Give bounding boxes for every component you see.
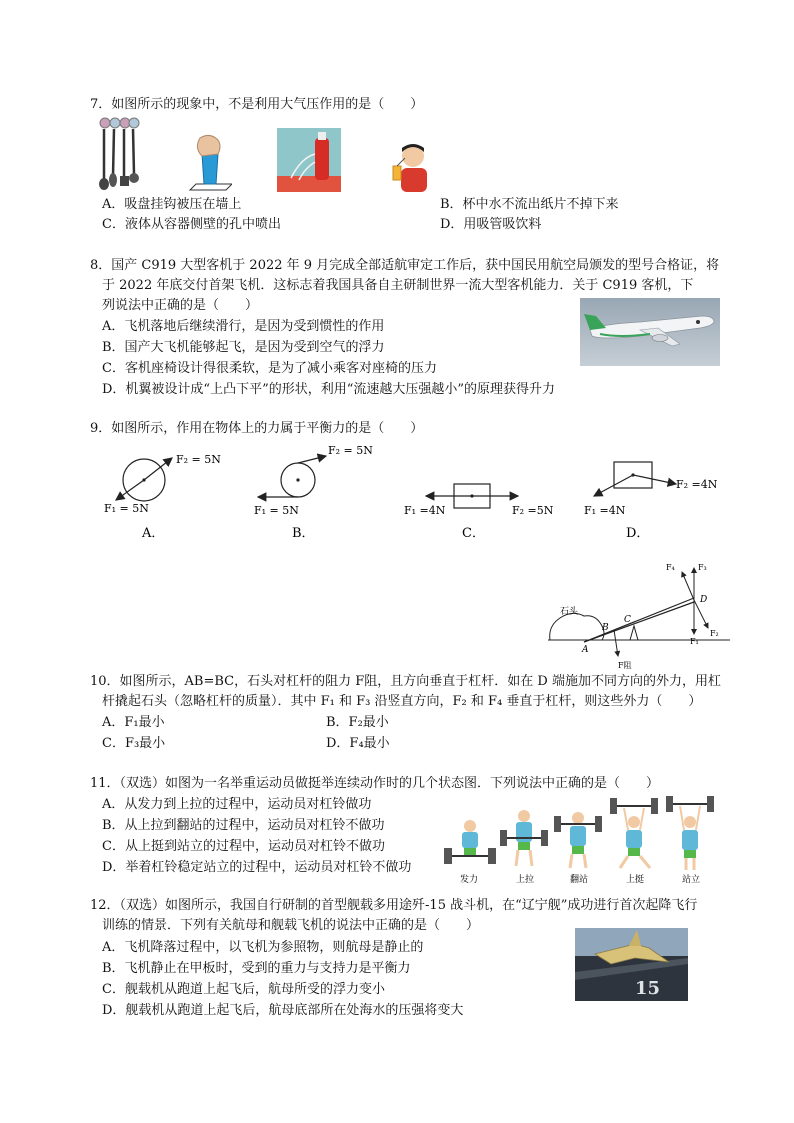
q10-fz-label: F阻: [618, 661, 632, 670]
pose-label-2: 上拉: [516, 875, 535, 885]
q12-option-d[interactable]: D．舰载机从跑道上起飞后，航母底部所在处海水的压强将变大: [102, 1003, 464, 1018]
q8-option-d[interactable]: D．机翼被设计成“上凸下平”的形状，利用“流速越大压强越小”的原理获得升力: [102, 382, 556, 397]
q12-option-a[interactable]: A．飞机降落过程中，以飞机为参照物，则航母是静止的: [102, 940, 424, 955]
q9-figure-c: [404, 484, 554, 541]
q8-stem-line3: 列说法中正确的是（ ）: [102, 298, 259, 313]
q12-stem-line1: 12．（双选）如图所示，我国自行研制的首型舰载多用途歼-15 战斗机，在“辽宁舰”成功进行首次起降飞行: [90, 898, 698, 913]
q10-point-a: A: [582, 645, 589, 655]
q11-option-a[interactable]: A．从发力到上拉的过程中，运动员对杠铃做功: [102, 797, 372, 812]
q11-stem: 11．（双选）如图为一名举重运动员做挺举连续动作时的几个状态图．下列说法中正确的是（ ）: [90, 776, 660, 791]
q10-f4-label: F₄: [666, 563, 675, 572]
q11-option-d[interactable]: D．举着杠铃稳定站立的过程中，运动员对杠铃不做功: [102, 860, 412, 875]
q12-option-c[interactable]: C．舰载机从跑道上起飞后，航母所受的浮力变小: [102, 982, 385, 997]
pose-zhanli: [666, 796, 714, 885]
boy-straw-image: [387, 140, 433, 192]
q10-stone-label: 石头: [560, 607, 579, 617]
q10-point-b: B: [602, 623, 609, 633]
pose-shangla: [500, 810, 548, 885]
suction-hook-image: [96, 116, 142, 192]
q10-option-c[interactable]: C．F₃最小: [102, 736, 166, 751]
q12-option-b[interactable]: B．飞机静止在甲板时，受到的重力与支持力是平衡力: [102, 961, 411, 976]
q9-c-f2-label: F₂ =5N: [512, 504, 554, 517]
bottle-spray-image: [277, 128, 341, 192]
pose-fanzhan: [554, 812, 602, 885]
q8-option-a[interactable]: A．飞机落地后继续滑行，是因为受到惯性的作用: [102, 319, 385, 334]
q10-lever-diagram: [544, 560, 730, 672]
q9-c-option-label[interactable]: C．: [462, 526, 485, 541]
q10-f1-label: F₁: [690, 637, 699, 646]
q10-stem-line2: 杆撬起石头（忽略杠杆的质量）．其中 F₁ 和 F₃ 沿竖直方向，F₂ 和 F₄ 垂直于杠杆，则这些外力（ ）: [102, 694, 702, 709]
q9-a-f1-label: F₁ = 5N: [104, 502, 149, 515]
pose-label-1: 发力: [460, 875, 479, 885]
q9-a-f2-label: F₂ = 5N: [176, 453, 221, 466]
deck-number: 15: [635, 978, 661, 999]
c919-aircraft-image: [580, 298, 720, 366]
q10-option-b[interactable]: B．F₂最小: [326, 715, 389, 730]
carrier-jet-image: [575, 928, 688, 1001]
q9-force-diagrams: [96, 446, 746, 544]
q7-option-a[interactable]: A．吸盘挂钩被压在墙上: [102, 197, 242, 212]
q7-option-d[interactable]: D．用吸管吸饮料: [440, 217, 542, 232]
q10-stem-line1: 10．如图所示，AB=BC，石头对杠杆的阻力 F阻，且方向垂直于杠杆．如在 D 端施加不同方向的外力，用杠: [90, 674, 721, 689]
q9-figure-d: [584, 462, 718, 541]
q9-d-option-label[interactable]: D．: [626, 526, 650, 541]
q7-option-c[interactable]: C．液体从容器侧壁的孔中喷出: [102, 217, 281, 232]
weightlifter-sequence-image: [440, 796, 722, 886]
q10-option-d[interactable]: D．F₄最小: [326, 736, 390, 751]
q9-stem: 9．如图所示，作用在物体上的力属于平衡力的是（ ）: [90, 421, 424, 436]
q8-option-b[interactable]: B．国产大飞机能够起飞，是因为受到空气的浮力: [102, 340, 385, 355]
q10-f3-label: F₃: [698, 563, 707, 572]
q12-stem-line2: 训练的情景．下列有关航母和舰载飞机的说法中正确的是（ ）: [102, 918, 480, 933]
q9-a-option-label[interactable]: A．: [142, 526, 165, 541]
q8-stem-line2: 于 2022 年底交付首架飞机．这标志着我国具备自主研制世界一流大型客机能力．关于 C919 客机，下: [102, 278, 694, 293]
q9-b-option-label[interactable]: B．: [292, 526, 315, 541]
q10-option-a[interactable]: A．F₁最小: [102, 715, 165, 730]
pose-faili: [444, 820, 496, 885]
q9-c-f1-label: F₁ =4N: [404, 504, 446, 517]
q9-d-f1-label: F₁ =4N: [584, 504, 626, 517]
cup-paper-image: [188, 134, 232, 192]
q11-option-c[interactable]: C．从上挺到站立的过程中，运动员对杠铃不做功: [102, 839, 385, 854]
q9-b-f2-label: F₂ = 5N: [328, 446, 373, 457]
q10-point-c: C: [624, 615, 631, 625]
q9-b-f1-label: F₁ = 5N: [254, 504, 299, 517]
pose-label-4: 上挺: [626, 875, 645, 885]
q8-option-c[interactable]: C．客机座椅设计得很柔软，是为了减小乘客对座椅的压力: [102, 361, 437, 376]
pose-shangting: [610, 798, 658, 885]
q7-option-b[interactable]: B．杯中水不流出纸片不掉下来: [440, 197, 619, 212]
q11-option-b[interactable]: B．从上拉到翻站的过程中，运动员对杠铃不做功: [102, 818, 385, 833]
pose-label-3: 翻站: [570, 875, 589, 885]
pose-label-5: 站立: [682, 875, 701, 885]
q9-d-f2-label: F₂ =4N: [676, 478, 718, 491]
q9-figure-b: [254, 446, 373, 541]
q10-point-d: D: [700, 595, 708, 605]
q9-figure-a: [104, 453, 221, 541]
q10-f2-label: F₂: [710, 629, 719, 638]
q7-stem: 7．如图所示的现象中，不是利用大气压作用的是（ ）: [90, 97, 424, 112]
q8-stem-line1: 8．国产 C919 大型客机于 2022 年 9 月完成全部适航审定工作后，获中国民用航空局颁发的型号合格证，将: [90, 258, 720, 273]
